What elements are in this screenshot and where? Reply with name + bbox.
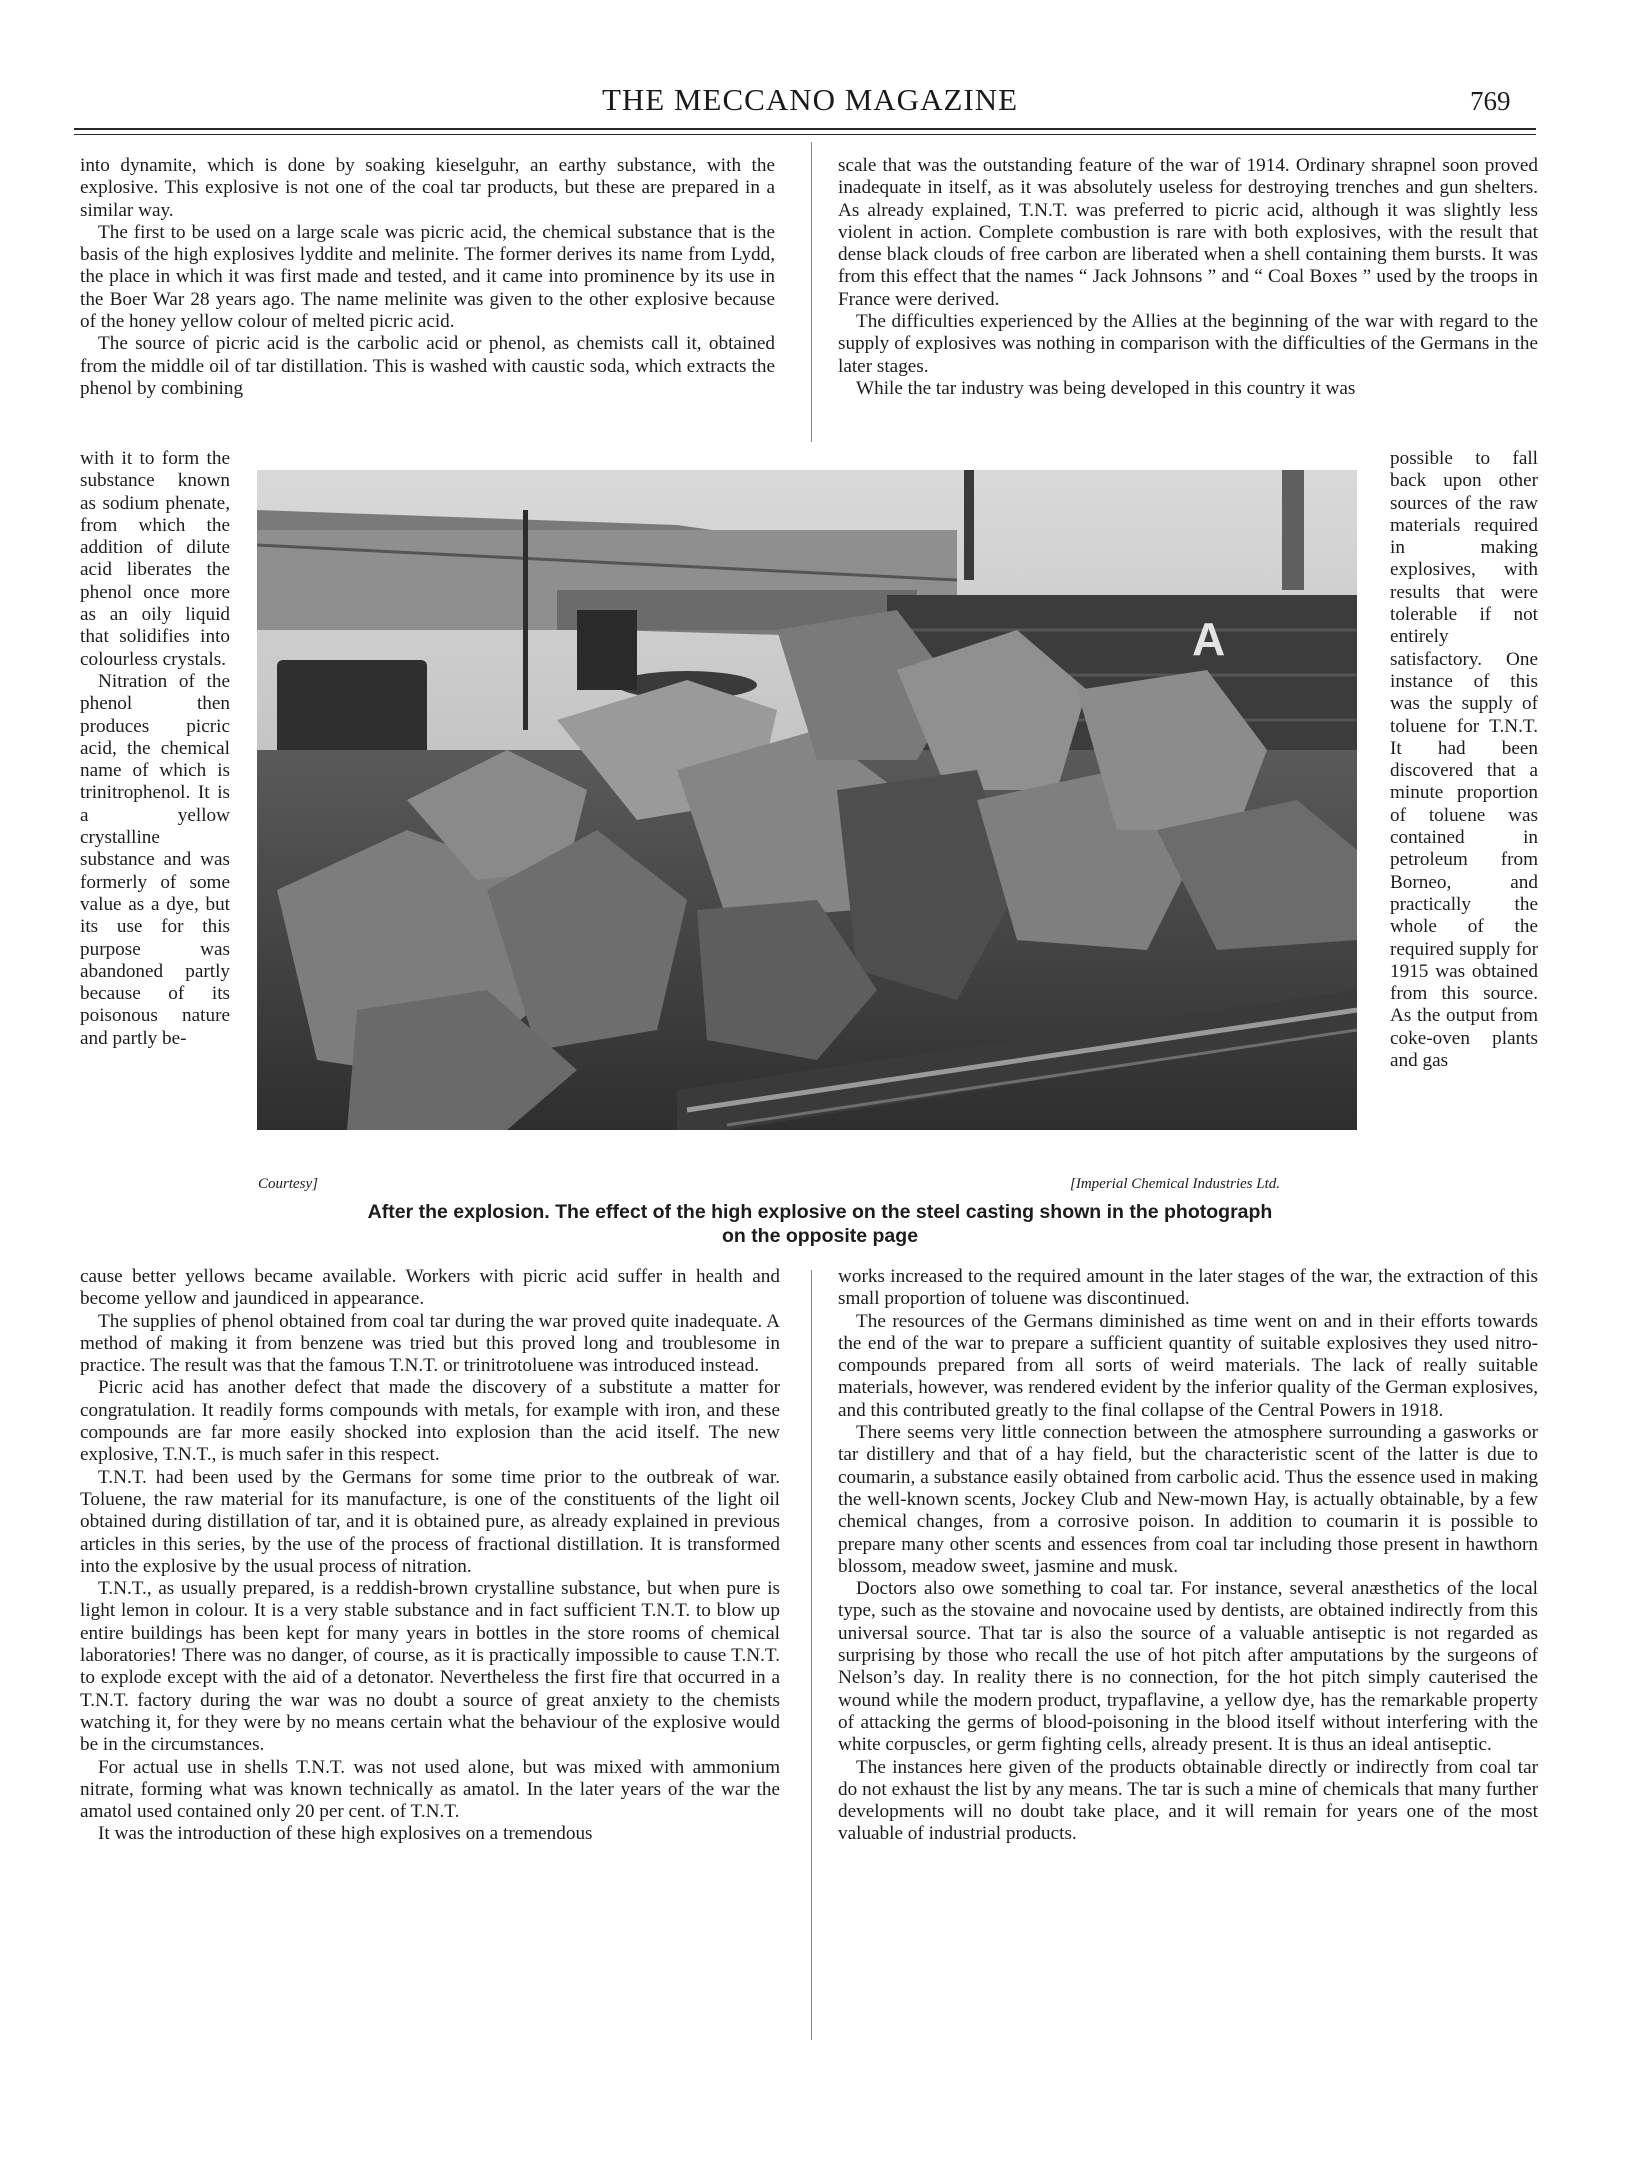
photograph-illustration bbox=[257, 470, 1357, 1130]
paragraph: into dynamite, which is done by soaking kieselguhr, an earthy substance, with the explosive. This explosive is not one of the coal tar products, but these are prepared in a similar way. bbox=[80, 155, 775, 221]
left-column-top bbox=[80, 155, 775, 400]
paragraph: with it to form the substance known as sodium phenate, from which the addition of dilute acid liberates the phenol once more as an oily liquid that solidifies into colourless crystals. bbox=[80, 448, 230, 670]
paragraph: For actual use in shells T.N.T. was not used alone, but was mixed with ammonium nitrate, forming what was known technically as amatol. In the later years of the war the amatol used contained only 20 per cent. of T.N.T. bbox=[80, 1756, 780, 1823]
column-divider-top bbox=[811, 142, 812, 442]
left-column-bottom bbox=[80, 1266, 780, 1846]
left-column-narrow bbox=[80, 448, 230, 1050]
paragraph: The resources of the Germans diminished as time went on and in their efforts towards the end of the war to prepare a sufficient quantity of suitable explosives they used nitro-compounds prepared from all sorts of weird materials. The lack of really suitable materials, however, was rendered evident by the inferior quality of the German explosives, and this contributed greatly to the final collapse of the Central Powers in 1918. bbox=[838, 1310, 1538, 1421]
paragraph: The supplies of phenol obtained from coal tar during the war proved quite inadequate. A method of making it from benzene was tried but this proved long and troublesome in practice. The result was that the famous T.N.T. or trinitrotoluene was introduced instead. bbox=[80, 1310, 780, 1377]
paragraph: cause better yellows became available. Workers with picric acid suffer in health and become yellow and jaundiced in appearance. bbox=[80, 1266, 780, 1310]
header-rule bbox=[74, 128, 1536, 130]
paragraph: While the tar industry was being developed in this country it was bbox=[856, 377, 1356, 399]
right-column-top bbox=[838, 155, 1538, 400]
photo-caption-line: on the opposite page bbox=[721, 1225, 919, 1247]
paragraph: The difficulties experienced by the Allies at the beginning of the war with regard to the supply of explosives was nothing in comparison with the difficulties of the Germans in the later stages. bbox=[838, 311, 1538, 377]
photo-caption-line: After the explosion. The effect of the high explosive on the steel casting shown in the photograph bbox=[367, 1201, 1273, 1223]
header-rule-thin bbox=[74, 134, 1536, 135]
right-column-bottom bbox=[838, 1266, 1538, 1846]
photo-credit-right: [Imperial Chemical Industries Ltd. bbox=[1070, 1176, 1280, 1192]
masthead-title: THE MECCANO MAGAZINE bbox=[601, 82, 1019, 117]
paragraph: Nitration of the phenol then produces picric acid, the chemical name of which is trinitrophenol. It is a yellow crystalline substance and was formerly of some value as a dye, but its use for this purpose was abandoned partly because of its poisonous nature and partly be- bbox=[80, 670, 230, 1049]
paragraph: The instances here given of the products obtainable directly or indirectly from coal tar do not exhaust the list by any means. The tar is such a mine of chemicals that many further developments will no doubt take place, and it will remain for years one of the most valuable of industrial products. bbox=[838, 1756, 1538, 1845]
paragraph: Picric acid has another defect that made the discovery of a substitute a matter for congratulation. It readily forms compounds with metals, for example with iron, and these compounds are far more easily shocked into explosion than the acid itself. The new explosive, T.N.T., is much safer in this respect. bbox=[80, 1377, 780, 1466]
paragraph: T.N.T., as usually prepared, is a reddish-brown crystalline substance, but when pure is light lemon in colour. It is a very stable substance and in fact sufficient T.N.T. to blow up entire buildings has been kept for many years in bottles in the store rooms of chemical laboratories! There was no danger, of course, as it is practically impossible to cause T.N.T. to explode except with the aid of a detonator. Nevertheless the first fire that occurred in a T.N.T. factory during the war was no doubt a source of great anxiety to the chemists watching it, for they were by no means certain what the behaviour of the explosive would be in the circumstances. bbox=[80, 1578, 780, 1756]
paragraph: Doctors also owe something to coal tar. For instance, several anæsthetics of the local type, such as the stovaine and novocaine used by dentists, are obtained indirectly from this universal source. That tar is also the source of a valuable antiseptic is not regarded as surprising by those who recall the use of hot pitch after amputations by the surgeons of Nelson’s day. In reality there is no connection, for the hot pitch simply cauterised the wound while the modern product, trypaflavine, a yellow dye, has the remarkable property of attacking the germs of blood-poisoning in the blood itself without interfering with the white corpuscles, or germ fighting cells, already present. It is thus an ideal antiseptic. bbox=[838, 1578, 1538, 1756]
paragraph: possible to fall back upon other sources of the raw materials required in making explosives, with results that were tolerable if not entirely satisfactory. One instance of this was the supply of toluene for T.N.T. It had been discovered that a minute proportion of toluene was contained in petroleum from Borneo, and practically the whole of the required supply for 1915 was obtained from this source. As the output from coke-oven plants and gas bbox=[1390, 448, 1538, 1072]
paragraph: scale that was the outstanding feature of the war of 1914. Ordinary shrapnel soon proved inadequate in itself, as it was absolutely useless for destroying trenches and gun shelters. As already explained, T.N.T. was preferred to picric acid, although it was slightly less violent in action. Complete combustion is rare with both explosives, with the result that dense black clouds of free carbon are liberated when a shell containing them bursts. It was from this effect that the names “ Jack Johnsons ” and “ Coal Boxes ” used by the troops in France were derived. bbox=[838, 155, 1538, 310]
paragraph: T.N.T. had been used by the Germans for some time prior to the outbreak of war. Toluene, the raw material for its manufacture, is one of the constituents of the light oil obtained during distillation of tar, and it is obtained pure, as already explained in previous articles in this series, by the use of the process of fractional distillation. It is transformed into the explosive by the usual process of nitration. bbox=[80, 1466, 780, 1577]
photo-caption bbox=[280, 1200, 1360, 1248]
paragraph: works increased to the required amount in the later stages of the war, the extraction of this small proportion of toluene was discontinued. bbox=[838, 1266, 1538, 1310]
photograph-explosion-debris bbox=[257, 470, 1357, 1130]
paragraph: The source of picric acid is the carbolic acid or phenol, as chemists call it, obtained from the middle oil of tar distillation. This is washed with caustic soda, which extracts the phenol by combining bbox=[80, 333, 775, 399]
photo-credit-left: Courtesy] bbox=[258, 1176, 318, 1192]
page-number: 769 bbox=[1470, 86, 1511, 116]
paragraph: It was the introduction of these high explosives on a tremendous bbox=[98, 1823, 593, 1845]
wagon-letter: A bbox=[1192, 613, 1226, 665]
right-column-narrow bbox=[1390, 448, 1538, 1072]
paragraph: The first to be used on a large scale was picric acid, the chemical substance that is the basis of the high explosives lyddite and melinite. The former derives its name from Lydd, the place in which it was first made and tested, and it came into prominence by its use in the Boer War 28 years ago. The name melinite was given to the other explosive because of the honey yellow colour of melted picric acid. bbox=[80, 221, 775, 333]
column-divider-bottom bbox=[811, 1270, 812, 2040]
paragraph: There seems very little connection between the atmosphere surrounding a gasworks or tar distillery and that of a hay field, but the characteristic scent of the latter is due to coumarin, a substance easily obtained from carbolic acid. Thus the essence used in making the well-known scents, Jockey Club and New-mown Hay, is actually obtainable, by a few chemical changes, from a corrosive poison. In addition to coumarin it is possible to prepare many other scents and essences from coal tar including those present in hawthorn blossom, meadow sweet, jasmine and musk. bbox=[838, 1422, 1538, 1577]
